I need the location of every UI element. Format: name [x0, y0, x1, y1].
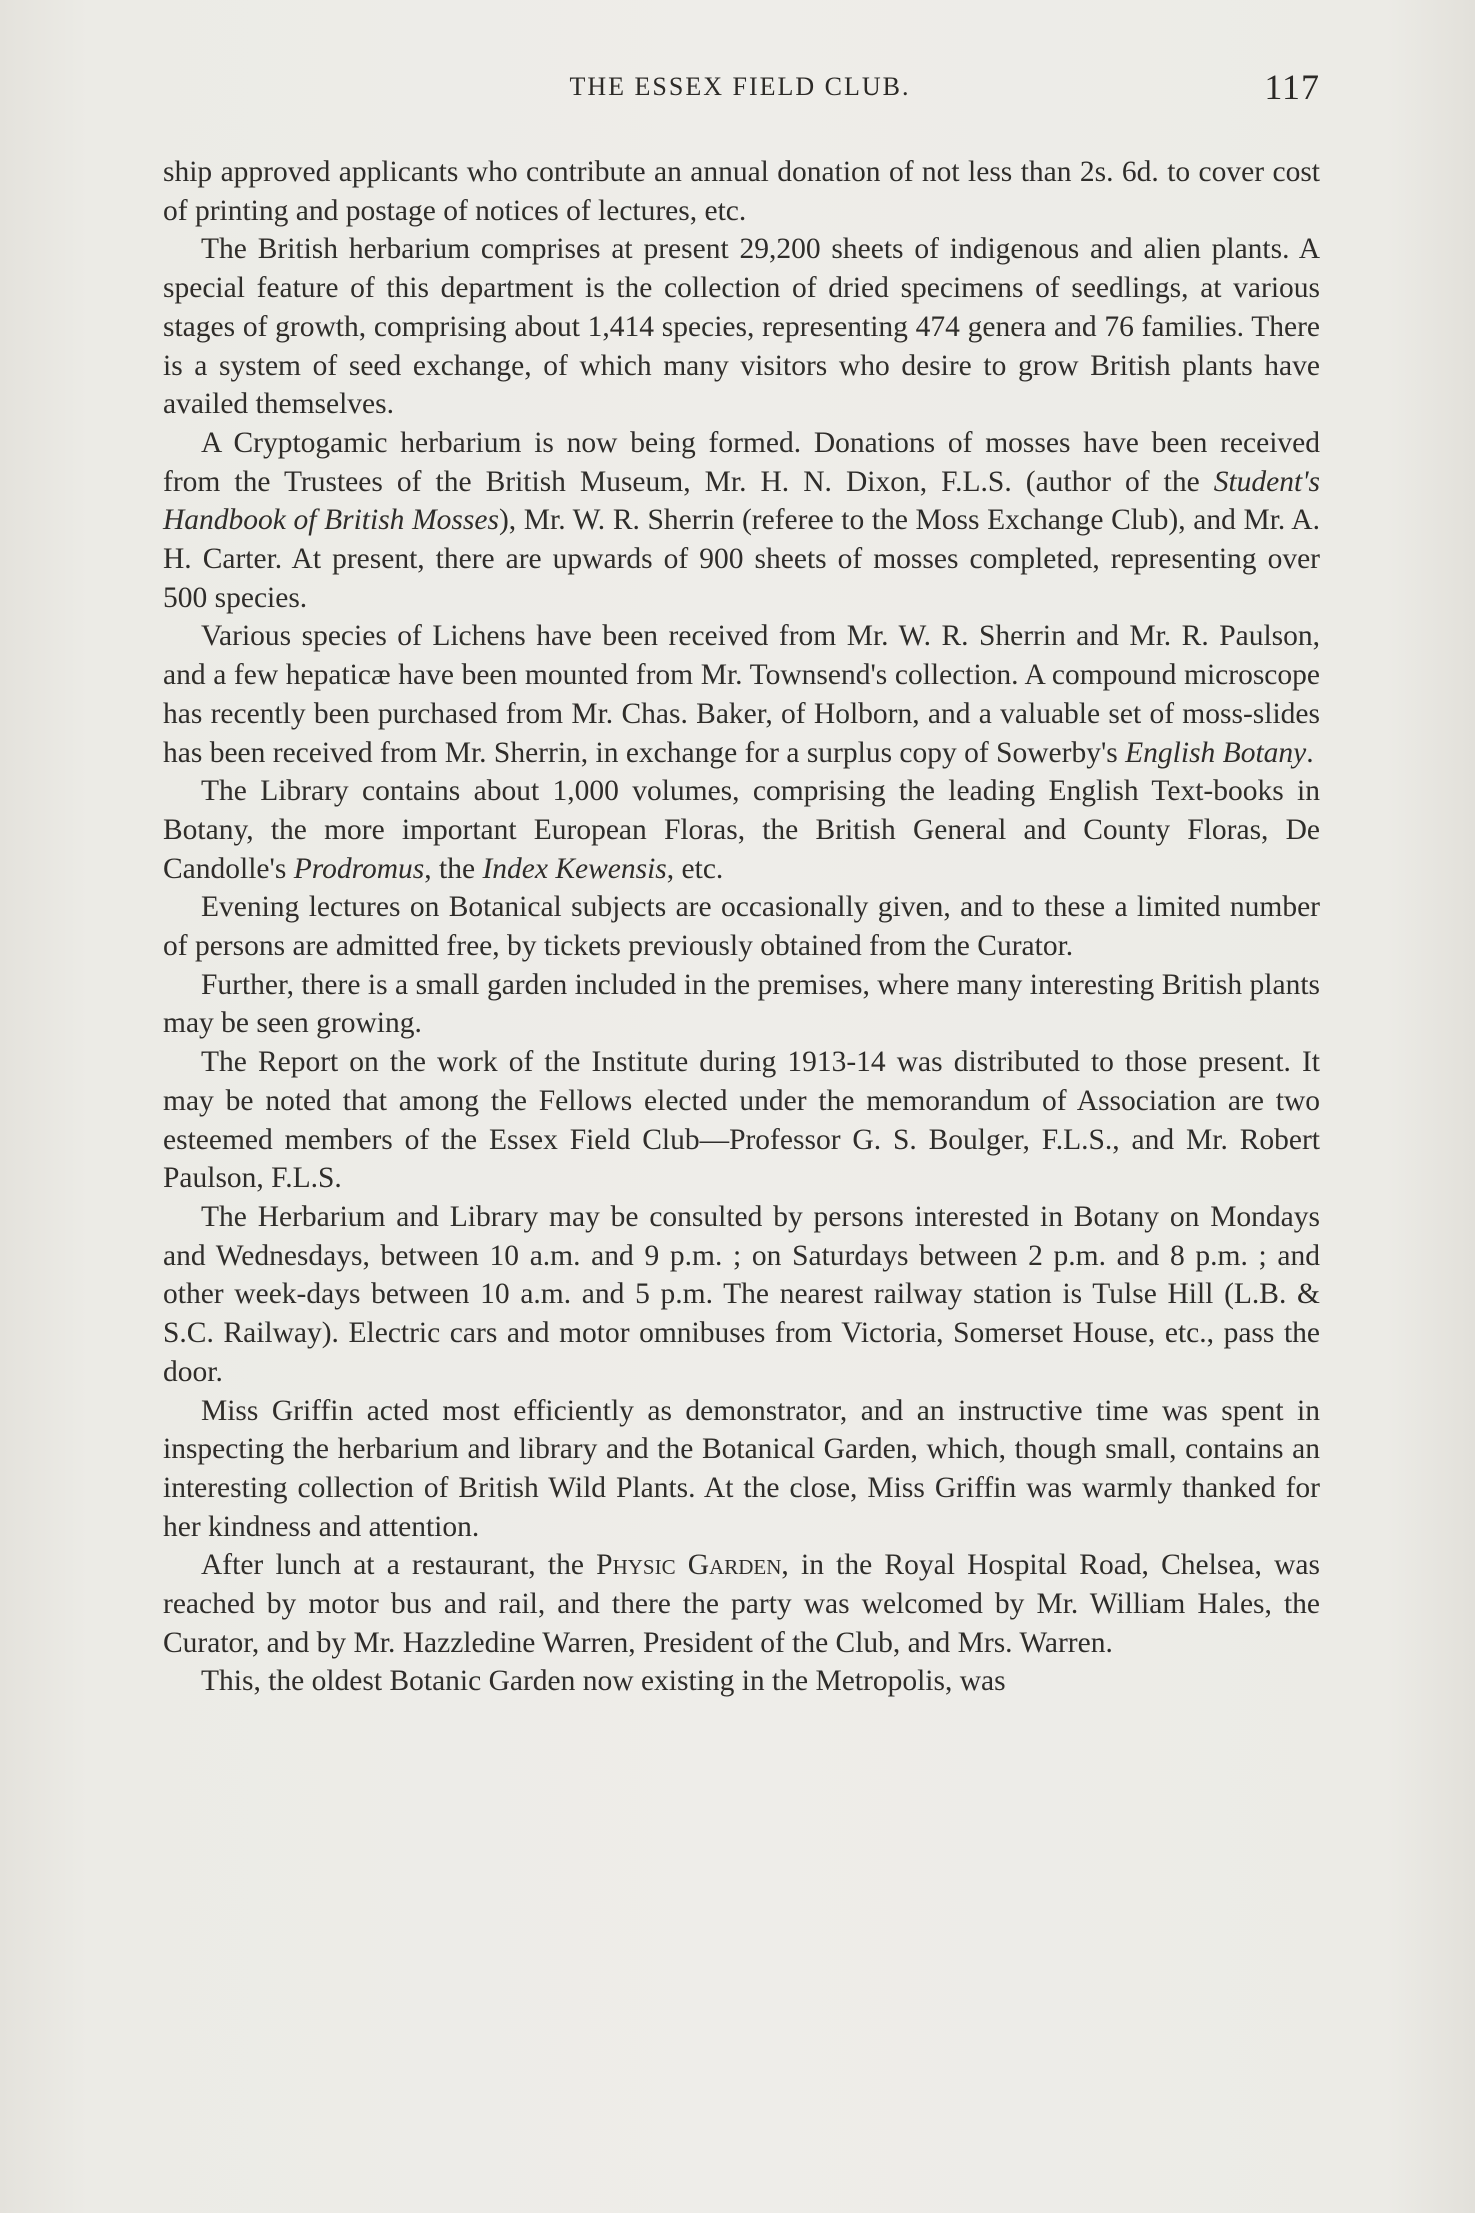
paragraph-text: , the [424, 852, 483, 885]
paragraph-cryptogamic-herbarium [163, 424, 1320, 618]
paragraph-membership-continuation [163, 153, 1320, 230]
paragraph-library [163, 772, 1320, 888]
paragraph-text: , etc. [666, 852, 724, 885]
paragraph-text: Various species of Lichens have been received from Mr. W. R. Sherrin and Mr. R. Paulson, and a few hepaticæ have been mounted from Mr. Townsend's collection. A compound microscope has recently been purchased from Mr. Chas. Baker, of Holborn, and a valuable set of moss-slides has been received from Mr. Sherrin, in exchange for a surplus copy of Sowerby's [163, 620, 1320, 769]
book-title: English Botany [1125, 736, 1307, 769]
paragraph-text: Miss Griffin acted most efficiently as demonstrator, and an instructive time was spent in inspecting the herbarium and library and the Botanical Garden, which, though small, contains an interesting collection of British Wild Plants. At the close, Miss Griffin was warmly thanked for her kindness and attention. [163, 1394, 1320, 1543]
paragraph-miss-griffin [163, 1392, 1320, 1547]
paragraph-british-herbarium [163, 230, 1320, 424]
body-text [163, 153, 1320, 1701]
paragraph-text: A Cryptogamic herbarium is now being formed. Donations of mosses have been received from the Trustees of the British Museum, Mr. H. N. Dixon, F.L.S. (author of the [163, 426, 1320, 498]
paragraph-opening-hours [163, 1198, 1320, 1392]
running-head: THE ESSEX FIELD CLUB. [569, 72, 911, 101]
paragraph-text: The British herbarium comprises at present 29,200 sheets of indigenous and alien plants. A special feature of this department is the collection of dried specimens of seedlings, at various stages of growth, comprising about 1,414 species, representing 474 genera and 76 families. There is a system of seed exchange, of which many visitors who desire to grow British plants have availed themselves. [163, 233, 1320, 421]
paragraph-text: After lunch at a restaurant, the [201, 1549, 597, 1582]
place-name: Physic Garden [596, 1549, 782, 1582]
paragraph-physic-garden [163, 1546, 1320, 1662]
paragraph-text: . [1306, 736, 1314, 769]
paragraph-text: , in the Royal Hospital Road, Chelsea, was reached by motor bus and rail, and there the party was welcomed by Mr. William Hales, the Curator, and by Mr. Hazzledine Warren, President of the Club, and Mrs. Warren. [163, 1549, 1320, 1659]
paragraph-text: Further, there is a small garden included in the premises, where many interesting British plants may be seen growing. [163, 968, 1320, 1040]
paragraph-text: The Herbarium and Library may be consulted by persons interested in Botany on Mondays and Wednesdays, between 10 a.m. and 9 p.m. ; on Saturdays between 2 p.m. and 8 p.m. ; and other week-days between 10 a.m. and 5 p.m. The nearest railway station is Tulse Hill (L.B. & S.C. Railway). Electric cars and motor omnibuses from Victoria, Somerset House, etc., pass the door. [163, 1200, 1320, 1388]
paragraph-text: The Library contains about 1,000 volumes, comprising the leading English Text-books in Botany, the more important European Floras, the British General and County Floras, De Candolle's [163, 775, 1320, 885]
paragraph-text: ), Mr. W. R. Sherrin (referee to the Moss Exchange Club), and Mr. A. H. Carter. At present, there are upwards of 900 sheets of mosses completed, representing over 500 species. [163, 504, 1320, 614]
book-title: Student's Handbook of British Mosses [163, 465, 1320, 537]
page-header [160, 66, 1320, 116]
paragraph-lichens [163, 617, 1320, 772]
paragraph-evening-lectures [163, 888, 1320, 965]
paragraph-text: This, the oldest Botanic Garden now existing in the Metropolis, was [201, 1665, 1006, 1698]
paragraph-text: Evening lectures on Botanical subjects are occasionally given, and to these a limited number of persons are admitted free, by tickets previously obtained from the Curator. [163, 891, 1320, 963]
paragraph-text: The Report on the work of the Institute during 1913-14 was distributed to those present. It may be noted that among the Fellows elected under the memorandum of Association are two esteemed members of the Essex Field Club—Professor G. S. Boulger, F.L.S., and Mr. Robert Paulson, F.L.S. [163, 1046, 1320, 1195]
paragraph-report [163, 1043, 1320, 1198]
page-number: 117 [1264, 67, 1320, 107]
paragraph-text: ship approved applicants who contribute an annual donation of not less than 2s. 6d. to cover cost of printing and postage of notices of lectures, etc. [163, 156, 1320, 227]
book-title: Prodromus [293, 852, 425, 885]
paragraph-garden [163, 966, 1320, 1043]
book-title: Index Kewensis [482, 852, 667, 885]
paragraph-oldest-botanic-garden [163, 1662, 1320, 1701]
